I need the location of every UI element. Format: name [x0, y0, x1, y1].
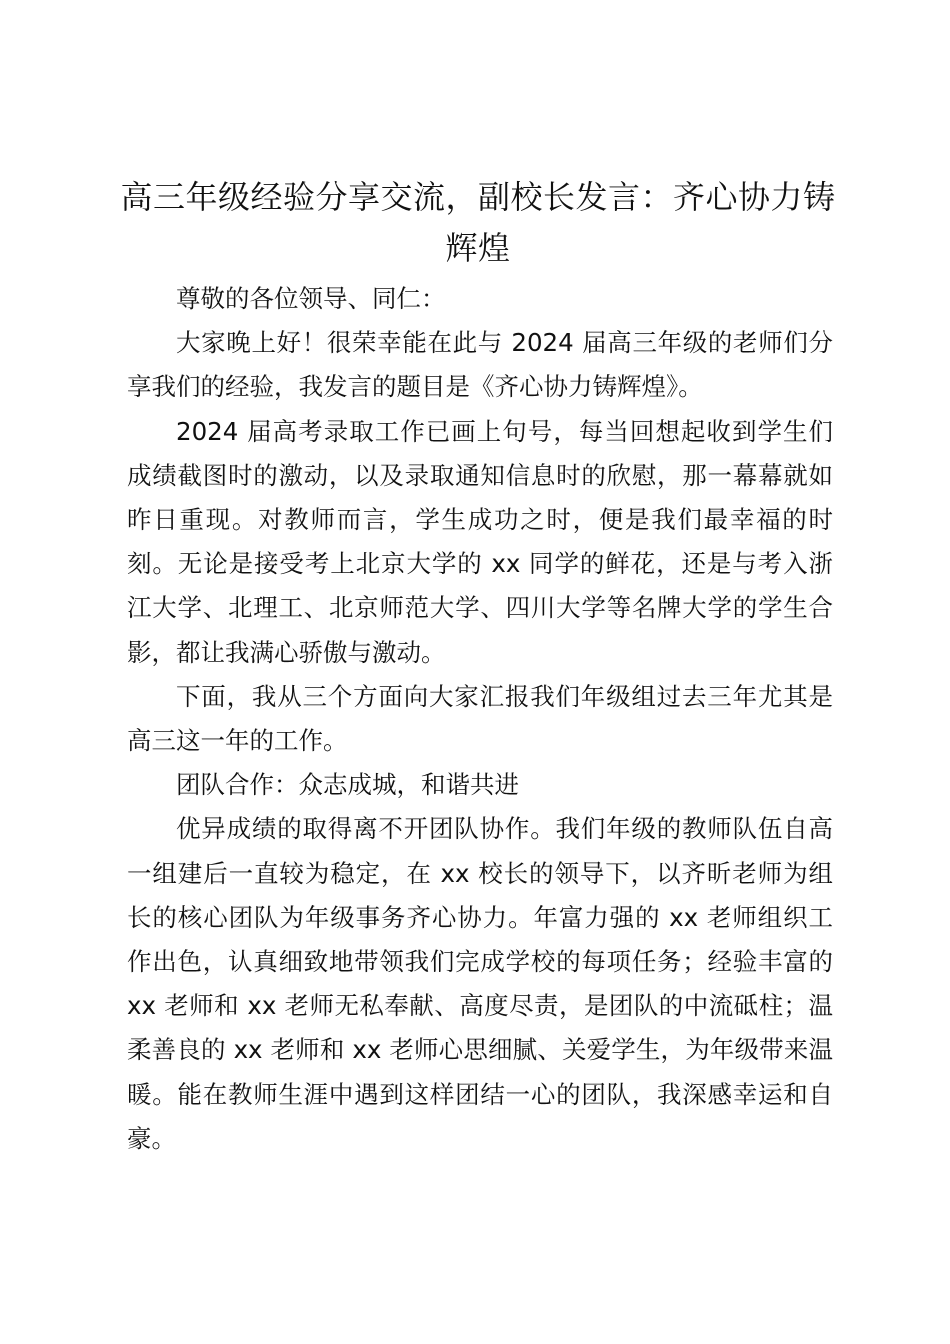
document-title: 高三年级经验分享交流，副校长发言：齐心协力铸辉煌 [120, 178, 836, 267]
salutation-paragraph: 尊敬的各位领导、同仁： [176, 284, 446, 313]
section-heading-teamwork: 团队合作：众志成城，和谐共进 [176, 770, 519, 800]
greeting-paragraph: 大家晚上好！很荣幸能在此与 2024 届高三年级的老师们分享我们的经验，我发言的题目是《齐心协力铸辉煌》。 [127, 328, 833, 402]
teamwork-paragraph: 优异成绩的取得离不开团队协作。我们年级的教师队伍自高一组建后一直较为稳定，在 xx 校长的领导下，以齐昕老师为组长的核心团队为年级事务齐心协力。年富力强的 xx 老师组织工作出色，认真细致地带领我们完成学校的每项任务；经验丰富的 xx 老师和 xx 老师无私奉献、高度尽责，是团队的中流砥柱；温柔善良的 xx 老师和 xx 老师心思细腻、关爱学生，为年级带来温暖。能在教师生涯中遇到这样团结一心的团队，我深感幸运和自豪。 [127, 814, 833, 1153]
document-body [127, 277, 833, 1161]
overview-paragraph: 下面，我从三个方面向大家汇报我们年级组过去三年尤其是高三这一年的工作。 [127, 681, 833, 756]
admission-paragraph: 2024 届高考录取工作已画上句号，每当回想起收到学生们成绩截图时的激动，以及录取通知信息时的欣慰，那一幕幕就如昨日重现。对教师而言，学生成功之时，便是我们最幸福的时刻。无论是接受考上北京大学的 xx 同学的鲜花，还是与考入浙江大学、北理工、北京师范大学、四川大学等名牌大学的学生合影，都让我满心骄傲与激动。 [127, 416, 833, 667]
